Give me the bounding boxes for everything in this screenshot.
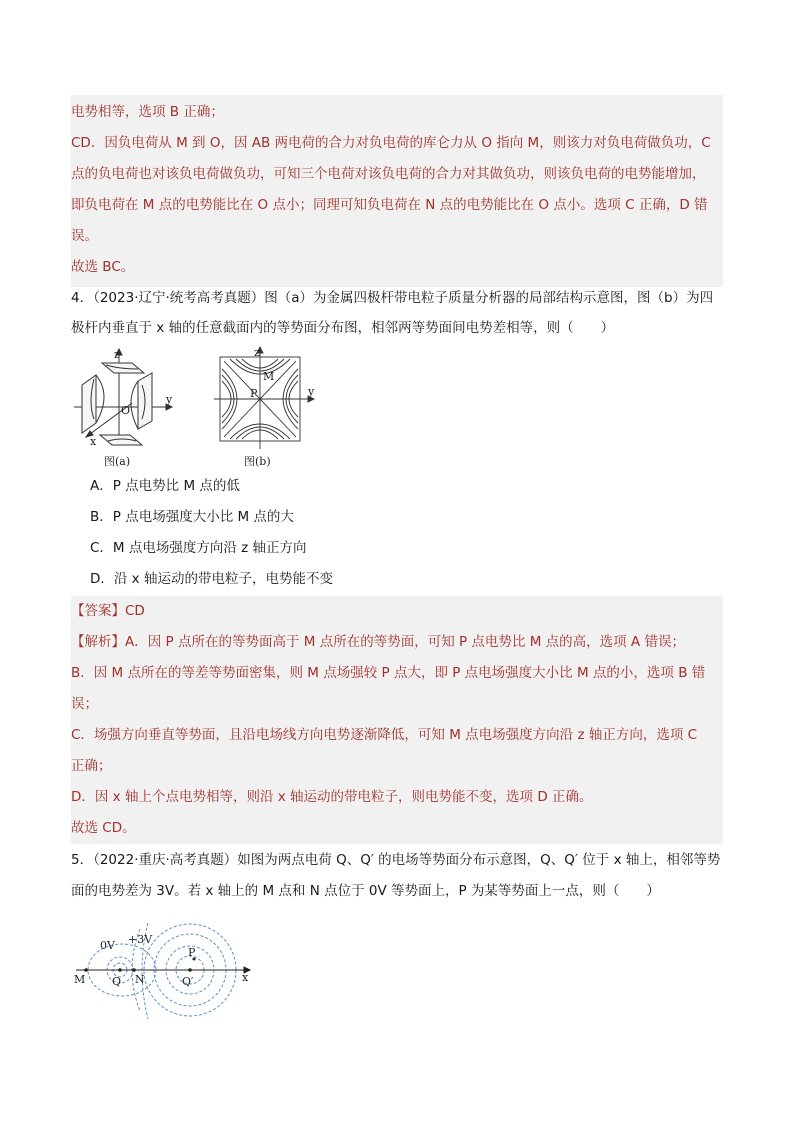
answer-line: 【答案】CD [71,603,145,619]
axis-label-y: y [308,385,315,398]
axis-label-z: z [254,346,260,359]
solution-line: 点的负电荷也对该负电荷做负功，可知三个电荷对该负电荷的合力对其做负功，则该负电荷的电势能增加， [71,166,706,182]
figure-caption: 图(b) [244,455,271,468]
analysis-line: D．因 x 轴上个点电势相等，则沿 x 轴运动的带电粒子，则电势能不变，选项 D 正确。 [71,789,593,805]
analysis-line: 误； [71,696,98,712]
question-stem: 4．（2023·辽宁·统考高考真题）图（a）为金属四极杆带电粒子质量分析器的局部结构示意图，图（b）为四 [71,290,714,306]
option-c: C．M 点电场强度方向沿 z 轴正方向 [90,540,307,556]
charge-label-q-prime: Q′ [182,975,194,988]
point-label-p: P [188,946,196,959]
point-label-m: M [74,973,86,986]
analysis-line: C．场强方向垂直等势面，且沿电场线方向电势逐渐降低，可知 M 点电场强度方向沿 z 轴正方向，选项 C [71,727,698,743]
axis-label-y: y [166,393,173,406]
solution-line: CD．因负电荷从 M 到 O，因 AB 两电荷的合力对负电荷的库仑力从 O 指向 M，则该力对负电荷做负功，C [71,135,711,151]
axis-label-z: z [114,348,120,361]
solution-line: 误。 [71,228,98,244]
option-b: B．P 点电场强度大小比 M 点的大 [90,509,294,525]
solution-line: 即负电荷在 M 点的电势能比在 O 点小；同理可知负电荷在 N 点的电势能比在 O 点小。选项 C 正确，D 错 [71,197,708,213]
question-stem: 面的电势差为 3V。若 x 轴上的 M 点和 N 点位于 0V 等势面上，P 为某等势面上一点，则（ ） [71,883,660,899]
analysis-line: 故选 CD。 [71,820,136,836]
analysis-line: B．因 M 点所在的等差等势面密集，则 M 点场强较 P 点大，即 P 点电场强度大小比 M 点的小，选项 B 错 [71,665,706,681]
figure-a-quadrupole [72,345,182,470]
axis-label-x: x [242,971,249,984]
potential-label-0v: 0V [100,939,115,952]
axis-label-x: x [90,435,97,448]
analysis-line: 正确； [71,758,112,774]
point-label-p: P [250,387,258,400]
analysis-line: 【解析】A．因 P 点所在的等势面高于 M 点所在的等势面，可知 P 点电势比 M 点的高，选项 A 错误； [71,634,685,650]
figure-b-equipotentials [214,345,324,470]
figure-caption: 图(a) [104,455,131,468]
charge-label-q: Q [112,975,122,988]
question-stem: 极杆内垂直于 x 轴的任意截面内的等势面分布图，相邻两等势面间电势差相等，则（ ） [71,320,615,336]
potential-label-3v: +3V [128,933,153,946]
solution-line: 故选 BC。 [71,259,135,275]
figure-equipotential-charges [72,915,257,1025]
option-d: D．沿 x 轴运动的带电粒子，电势能不变 [90,571,333,587]
point-label-m: M [263,370,275,383]
question-stem: 5．（2022·重庆·高考真题）如图为两点电荷 Q、Q′ 的电场等势面分布示意图，Q、Q′ 位于 x 轴上，相邻等势 [71,852,721,868]
origin-label: O [121,404,131,417]
solution-line: 电势相等，选项 B 正确； [71,104,224,120]
point-label-n: N [135,973,145,986]
option-a: A．P 点电势比 M 点的低 [90,478,240,494]
